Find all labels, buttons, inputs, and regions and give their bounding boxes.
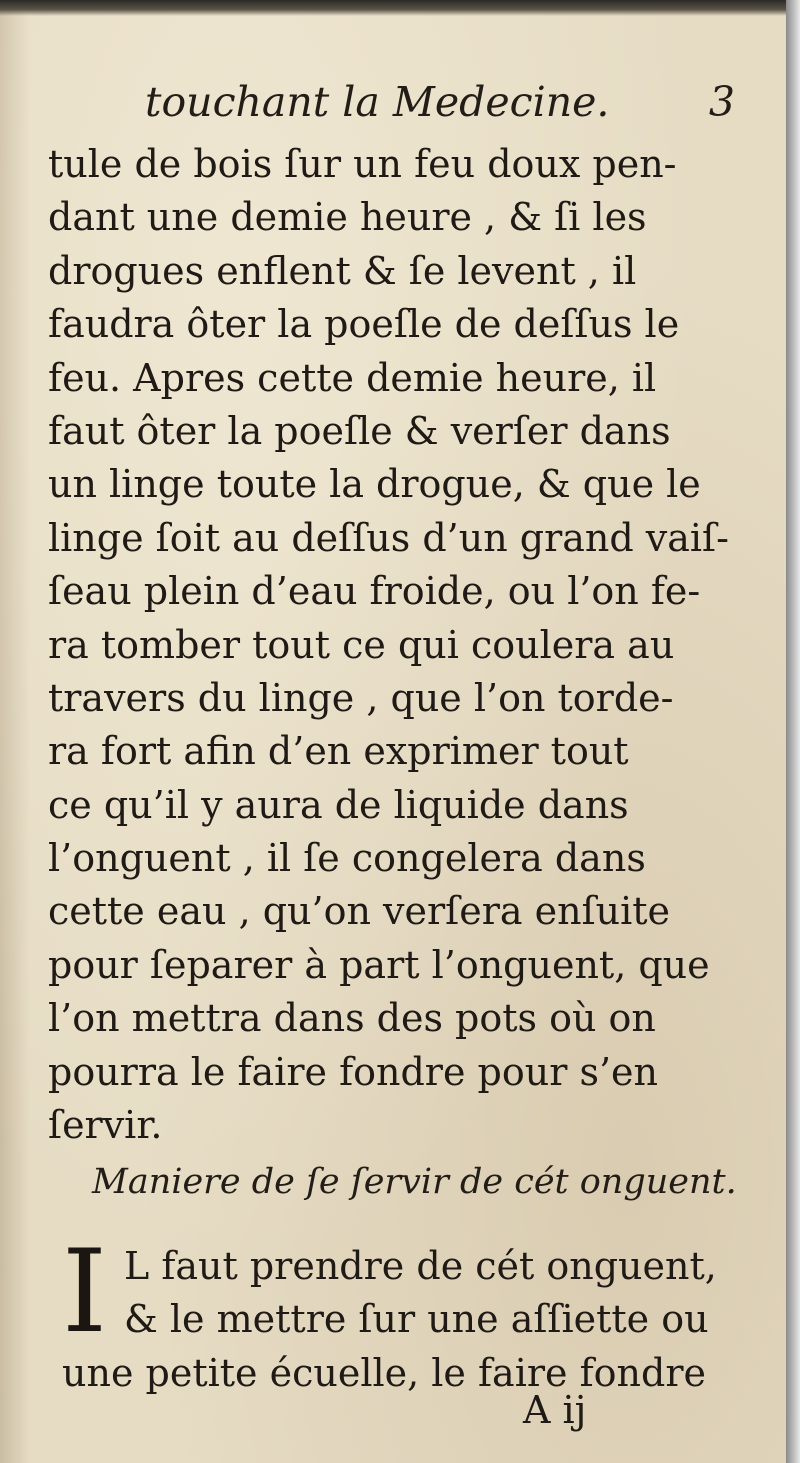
text-line: un linge toute la drogue, & que le bbox=[48, 462, 701, 507]
page-top-edge bbox=[0, 0, 786, 16]
second-paragraph bbox=[62, 1225, 752, 1398]
text-line: faudra ôter la poeſle de deſſus le bbox=[48, 302, 680, 347]
running-head bbox=[145, 78, 735, 138]
text-line: cette eau , qu’on verſera enſuite bbox=[48, 889, 671, 934]
text-line: tule de bois ſur un feu doux pen- bbox=[48, 142, 677, 186]
page-number: 3 bbox=[708, 78, 735, 126]
text-line: l’on mettra dans des pots où on bbox=[48, 996, 656, 1041]
signature-mark: A ij bbox=[523, 1388, 587, 1432]
text-line: pourra le faire fondre pour s’en bbox=[48, 1049, 659, 1094]
text-line: & le mettre ſur une aſſiette ou bbox=[124, 1297, 709, 1342]
text-line: L faut prendre de cét onguent, bbox=[124, 1244, 717, 1288]
text-line: ſeau plein d’eau froide, ou l’on fe- bbox=[48, 569, 701, 614]
text-line: dant une demie heure , & ſi les bbox=[48, 195, 647, 240]
section-heading: Maniere de ſe ſervir de cét onguent. bbox=[92, 1162, 737, 1202]
text-line: ra tomber tout ce qui coulera au bbox=[48, 622, 675, 667]
text-line: une petite écuelle, le faire fondre bbox=[62, 1350, 706, 1395]
running-head-title: touchant la Medecine. bbox=[145, 78, 610, 126]
drop-capital: I bbox=[62, 1225, 108, 1358]
text-line: l’onguent , il ſe congelera dans bbox=[48, 836, 646, 881]
text-line: drogues enflent & ſe levent , il bbox=[48, 248, 637, 293]
body-paragraph bbox=[48, 138, 748, 1152]
text-line: feu. Apres cette demie heure, il bbox=[48, 355, 657, 400]
text-line: faut ôter la poeſle & verſer dans bbox=[48, 408, 671, 453]
text-line: pour ſeparer à part l’onguent, que bbox=[48, 942, 710, 987]
text-line: linge ſoit au deſſus d’un grand vaiſ- bbox=[48, 515, 729, 560]
scan-border bbox=[786, 0, 800, 1463]
text-line: ſervir. bbox=[48, 1103, 163, 1148]
text-line: ce qu’il y aura de liquide dans bbox=[48, 782, 629, 827]
text-line: ra fort afin d’en exprimer tout bbox=[48, 729, 629, 774]
text-line: travers du linge , que l’on torde- bbox=[48, 675, 674, 720]
